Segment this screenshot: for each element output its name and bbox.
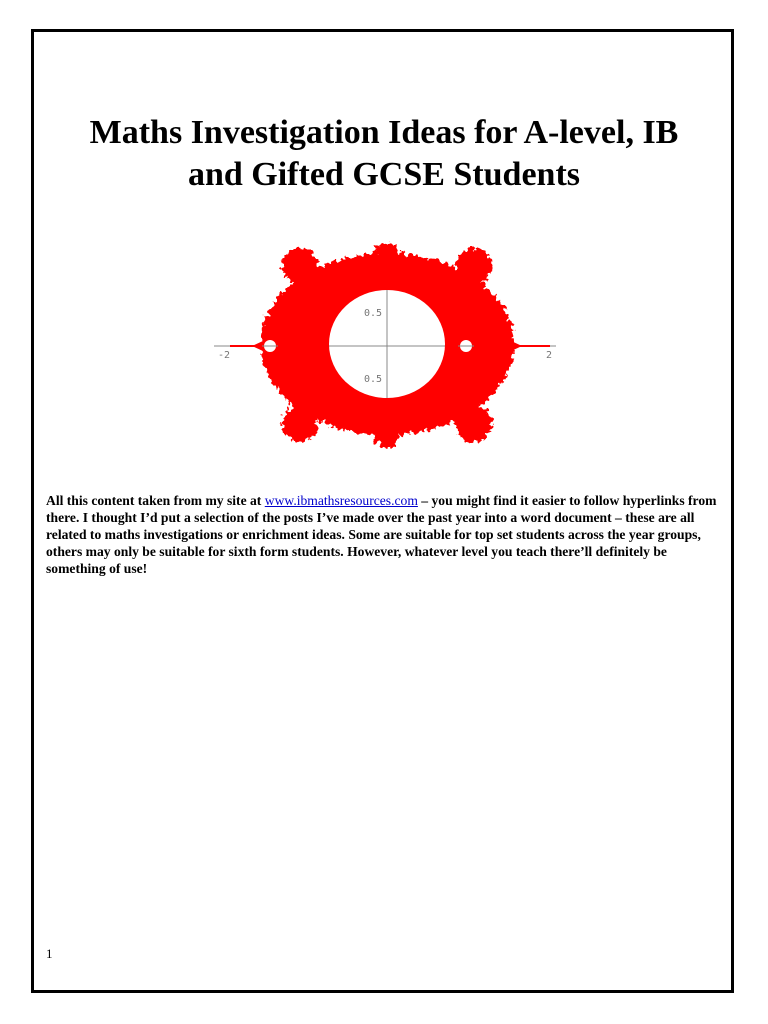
tick-label-y-top: 0.5	[364, 308, 383, 319]
intro-text-before-link: All this content taken from my site at	[46, 493, 265, 508]
tick-label-y-bottom: 0.5	[364, 374, 383, 385]
site-link[interactable]: www.ibmathsresources.com	[264, 493, 418, 508]
fractal-ring	[260, 242, 514, 448]
document-title	[0, 112, 768, 196]
tick-label-x-right: 2	[546, 350, 553, 361]
title-line-2: and Gifted GCSE Students	[187, 156, 581, 193]
page-number: 1	[46, 946, 53, 961]
intro-text-after-link: – you might find it easier to follow hyperlinks from there. I thought I’d put a selection of the posts I’ve made over the past year into a word document – these are all related to maths investigations or enrichment ideas. Some are suitable for top set students across the year groups, others may only be suitable for sixth form students. However, whatever level you teach there’ll definitely be something of use!	[46, 493, 717, 576]
title-line-1: Maths Investigation Ideas for A-level, IB	[89, 114, 679, 151]
intro-paragraph	[46, 492, 726, 577]
fractal-figure	[200, 236, 570, 458]
tick-label-x-left: -2	[218, 350, 231, 361]
